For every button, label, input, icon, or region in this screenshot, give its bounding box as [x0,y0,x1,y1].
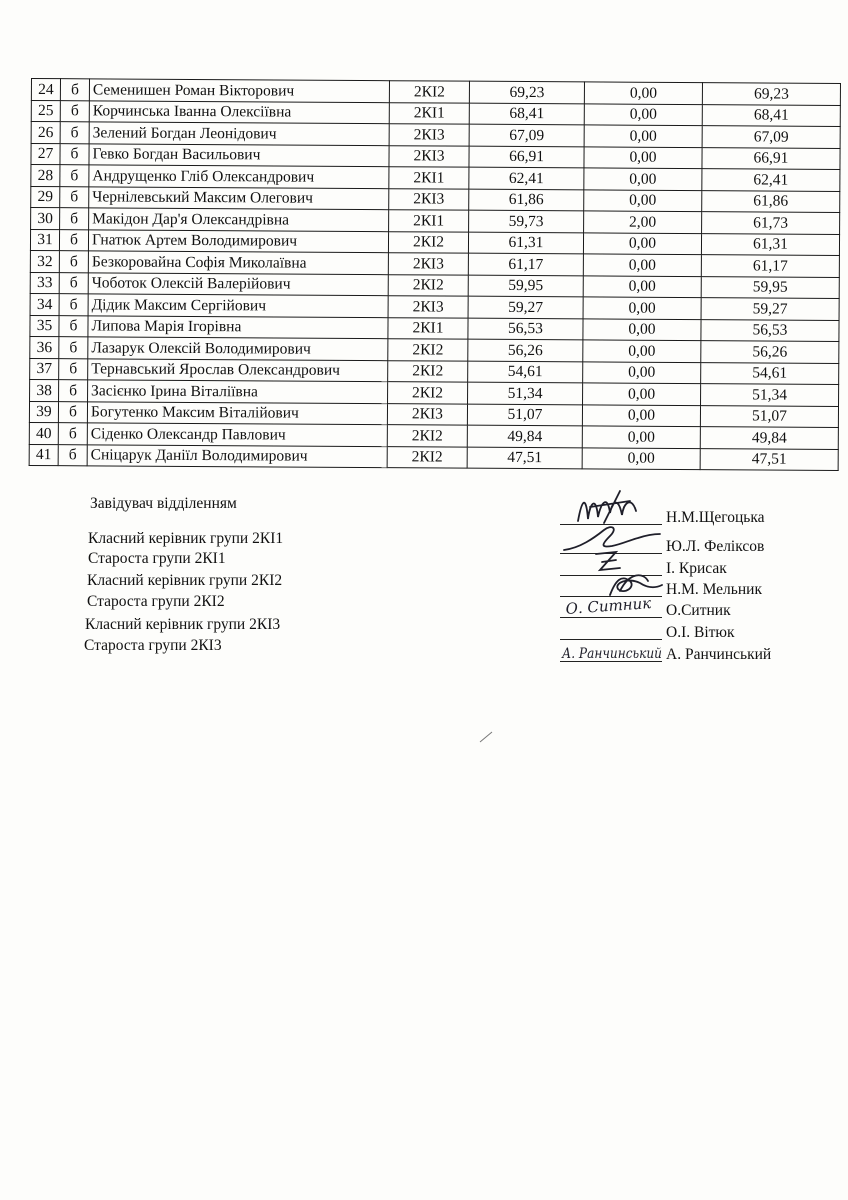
row-number-cell: 40 [29,422,58,444]
group-code-cell: 2КІ1 [388,317,468,339]
group-code-cell: 2КІ2 [387,446,467,468]
average-score-cell: 66,91 [469,146,584,168]
signature-line [560,661,662,662]
study-form-cell: б [59,380,88,402]
total-score-cell: 62,41 [702,169,840,191]
rating-table [29,78,841,471]
bonus-points-cell: 0,00 [583,275,701,297]
student-name-cell: Засієнко Ірина Віталіївна [88,380,388,403]
group-code-cell: 2КІ2 [387,425,467,447]
total-score-cell: 59,95 [701,276,839,298]
student-name-cell: Чернілевський Максим Олегович [89,186,389,209]
average-score-cell: 59,73 [469,210,584,232]
total-score-cell: 56,53 [701,319,839,341]
average-score-cell: 51,07 [467,404,582,426]
student-name-cell: Зелений Богдан Леонідович [89,122,389,145]
student-name-cell: Гевко Богдан Васильович [89,143,389,166]
total-score-cell: 56,26 [701,341,839,363]
study-form-cell: б [58,444,87,466]
row-number-cell: 31 [30,229,59,251]
study-form-cell: б [58,423,87,445]
row-number-cell: 24 [31,79,60,101]
average-score-cell: 67,09 [469,124,584,146]
total-score-cell: 67,09 [702,126,840,148]
bonus-points-cell: 0,00 [582,404,700,426]
student-name-cell: Сніцарук Даніїл Володимирович [87,444,387,467]
student-name-cell: Сіденко Олександр Павлович [87,423,387,446]
row-number-cell: 39 [29,401,58,423]
group-code-cell: 2КІ2 [388,274,468,296]
signatory-name: Н.М.Щегоцька [666,509,765,526]
total-score-cell: 61,73 [702,212,840,234]
row-number-cell: 36 [30,336,59,358]
total-score-cell: 69,23 [702,83,840,105]
role-head-student-2ki2: Староста групи 2КІ2 [87,593,225,610]
total-score-cell: 54,61 [701,362,839,384]
bonus-points-cell: 0,00 [583,232,701,254]
row-number-cell: 26 [31,122,60,144]
student-name-cell: Безкоровайна Софія Миколаївна [88,251,388,274]
group-code-cell: 2КІ3 [389,188,469,210]
average-score-cell: 69,23 [469,81,584,103]
signatory-name: О.І. Вітюк [666,624,735,641]
group-code-cell: 2КІ3 [388,253,468,275]
group-code-cell: 2КІ3 [389,145,469,167]
study-form-cell: б [59,294,88,316]
average-score-cell: 68,41 [469,103,584,125]
study-form-cell: б [60,100,89,122]
row-number-cell: 33 [30,272,59,294]
row-number-cell: 34 [30,293,59,315]
rating-table-body [29,79,840,471]
average-score-cell: 47,51 [467,447,582,469]
study-form-cell: б [60,165,89,187]
study-form-cell: б [58,401,87,423]
row-number-cell: 27 [31,143,60,165]
total-score-cell: 61,31 [701,233,839,255]
role-class-teacher-2ki3: Класний керівник групи 2КІ3 [85,616,281,633]
role-class-teacher-2ki1: Класний керівник групи 2КІ1 [88,530,284,547]
average-score-cell: 61,17 [468,253,583,275]
group-code-cell: 2КІ1 [389,167,469,189]
group-code-cell: 2КІ2 [388,231,468,253]
bonus-points-cell: 0,00 [584,146,702,168]
signature-image [560,626,664,664]
average-score-cell: 54,61 [468,361,583,383]
svg-text:А. Ранчинський: А. Ранчинський [561,646,662,662]
row-number-cell: 35 [30,315,59,337]
study-form-cell: б [59,229,88,251]
row-number-cell: 32 [30,250,59,272]
stray-pen-mark [478,730,494,744]
student-name-cell: Корчинська Іванна Олексіївна [89,100,389,123]
study-form-cell: б [59,358,88,380]
total-score-cell: 51,34 [701,384,839,406]
average-score-cell: 62,41 [469,167,584,189]
bonus-points-cell: 0,00 [583,383,701,405]
average-score-cell: 61,31 [468,232,583,254]
role-class-teacher-2ki2: Класний керівник групи 2КІ2 [87,572,283,589]
group-code-cell: 2КІ2 [388,382,468,404]
role-head-student-2ki3: Староста групи 2КІ3 [84,637,222,654]
study-form-cell: б [60,208,89,230]
signature-row [560,642,840,664]
bonus-points-cell: 0,00 [583,297,701,319]
study-form-cell: б [59,251,88,273]
student-name-cell: Лазарук Олексій Володимирович [88,337,388,360]
signature-line [560,617,662,618]
average-score-cell: 56,26 [468,339,583,361]
bonus-points-cell: 2,00 [584,211,702,233]
average-score-cell: 59,95 [468,275,583,297]
bonus-points-cell: 0,00 [582,426,700,448]
student-name-cell: Андрущенко Гліб Олександрович [89,165,389,188]
bonus-points-cell: 0,00 [583,361,701,383]
role-head-student-2ki1: Староста групи 2КІ1 [88,550,226,567]
group-code-cell: 2КІ1 [389,102,469,124]
bonus-points-cell: 0,00 [584,125,702,147]
student-name-cell: Макідон Дар'я Олександрівна [89,208,389,231]
student-name-cell: Гнатюк Артем Володимирович [88,229,388,252]
signature-image [560,582,664,620]
bonus-points-cell: 0,00 [583,318,701,340]
table-row [29,444,838,470]
student-name-cell: Тернавський Ярослав Олександрович [88,358,388,381]
average-score-cell: 51,34 [468,382,583,404]
bonus-points-cell: 0,00 [583,254,701,276]
row-number-cell: 37 [30,358,59,380]
bonus-points-cell: 0,00 [582,447,700,469]
study-form-cell: б [60,186,89,208]
signatory-name: Н.М. Мельник [666,581,762,598]
study-form-cell: б [60,79,89,101]
group-code-cell: 2КІ3 [389,124,469,146]
average-score-cell: 56,53 [468,318,583,340]
study-form-cell: б [60,143,89,165]
total-score-cell: 68,41 [702,104,840,126]
total-score-cell: 61,86 [702,190,840,212]
group-code-cell: 2КІ2 [388,339,468,361]
average-score-cell: 49,84 [467,425,582,447]
row-number-cell: 30 [31,208,60,230]
total-score-cell: 49,84 [700,427,838,449]
row-number-cell: 38 [30,379,59,401]
group-code-cell: 2КІ1 [389,210,469,232]
total-score-cell: 47,51 [700,448,838,470]
group-code-cell: 2КІ3 [388,296,468,318]
row-number-cell: 28 [31,165,60,187]
student-name-cell: Чоботок Олексій Валерійович [88,272,388,295]
role-department-head: Завідувач відділенням [90,495,237,512]
student-name-cell: Семенишен Роман Вікторович [89,79,389,102]
signatory-name: Ю.Л. Феліксов [666,538,765,555]
group-code-cell: 2КІ3 [387,403,467,425]
row-number-cell: 29 [31,186,60,208]
bonus-points-cell: 0,00 [584,189,702,211]
total-score-cell: 66,91 [702,147,840,169]
study-form-cell: б [60,122,89,144]
total-score-cell: 61,17 [701,255,839,277]
bonus-points-cell: 0,00 [584,82,702,104]
svg-text:О. Ситник: О. Ситник [565,594,652,618]
bonus-points-cell: 0,00 [584,168,702,190]
group-code-cell: 2КІ2 [389,81,469,103]
signatory-name: О.Ситник [666,602,731,619]
row-number-cell: 25 [31,100,60,122]
study-form-cell: б [59,315,88,337]
group-code-cell: 2КІ2 [388,360,468,382]
bonus-points-cell: 0,00 [584,103,702,125]
total-score-cell: 51,07 [700,405,838,427]
student-name-cell: Липова Марія Ігорівна [88,315,388,338]
signature-row [560,594,840,620]
signatory-name: І. Крисак [666,560,727,577]
study-form-cell: б [59,272,88,294]
bonus-points-cell: 0,00 [583,340,701,362]
row-number-cell: 41 [29,444,58,466]
average-score-cell: 59,27 [468,296,583,318]
student-name-cell: Дідик Максим Сергійович [88,294,388,317]
signatory-name: А. Ранчинський [666,646,772,663]
total-score-cell: 59,27 [701,298,839,320]
student-name-cell: Богутенко Максим Віталійович [87,401,387,424]
average-score-cell: 61,86 [469,189,584,211]
study-form-cell: б [59,337,88,359]
